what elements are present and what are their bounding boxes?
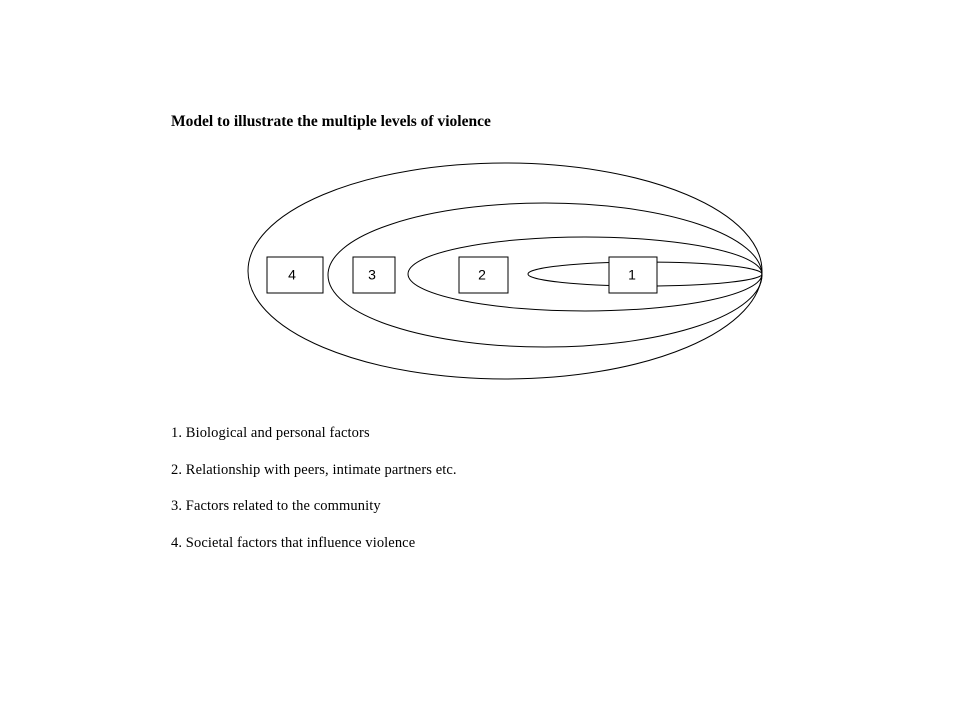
level-box-2 <box>459 257 508 293</box>
level-number-3: 3 <box>368 266 376 283</box>
level-box-4 <box>267 257 323 293</box>
legend-item-1: 1. Biological and personal factors <box>171 425 370 441</box>
level-box-3 <box>353 257 395 293</box>
legend-item-2: 2. Relationship with peers, intimate partners etc. <box>171 461 457 478</box>
level-box-1 <box>609 257 657 293</box>
legend <box>171 424 457 570</box>
diagram-title: Model to illustrate the multiple levels of violence <box>171 113 491 130</box>
level-number-1: 1 <box>628 266 636 283</box>
legend-item-3: 3. Factors related to the community <box>171 498 381 514</box>
level-number-2: 2 <box>478 266 486 283</box>
legend-item-4: 4. Societal factors that influence violence <box>171 534 416 551</box>
level-number-4: 4 <box>288 266 296 283</box>
